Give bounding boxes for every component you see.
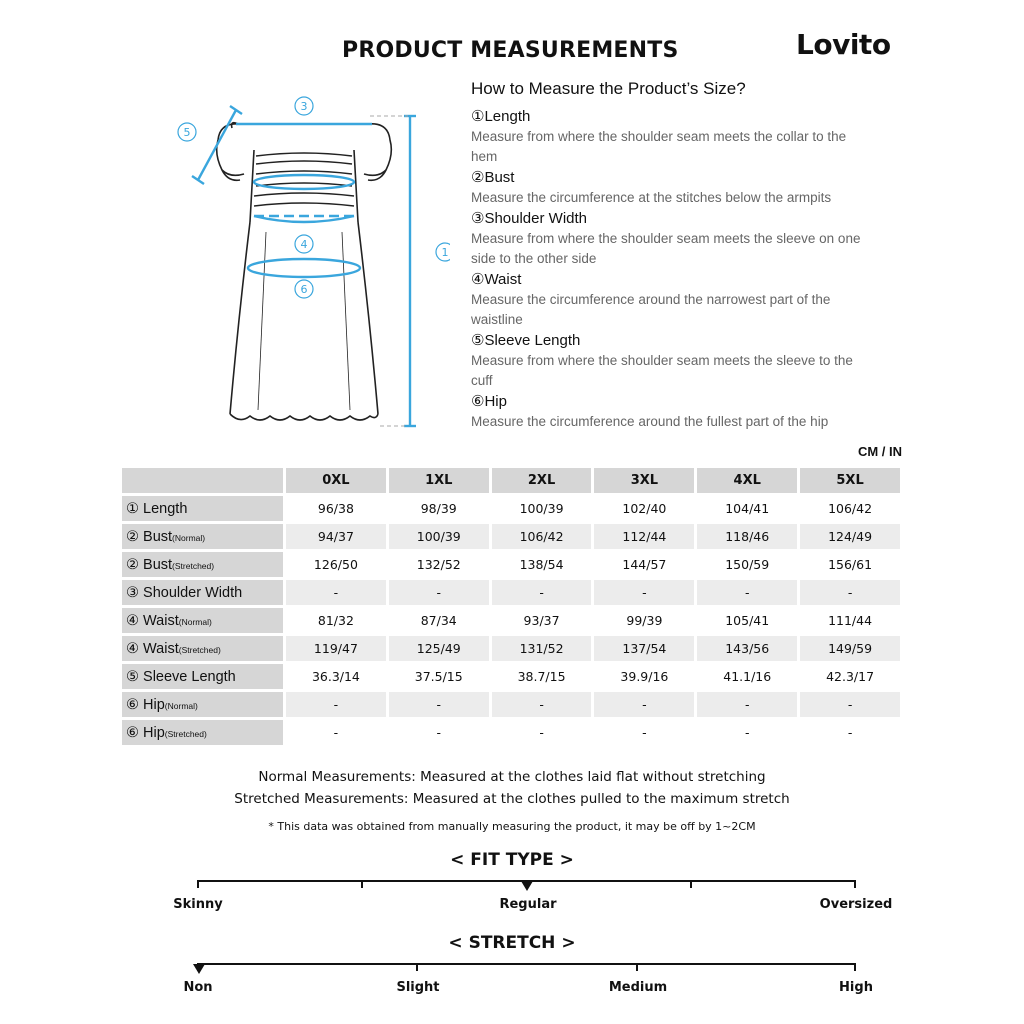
row-label-qualifier: (Stretched) xyxy=(164,728,207,739)
table-cell: 39.9/16 xyxy=(620,669,669,684)
table-cell: - xyxy=(594,692,694,717)
marker-hip: 6 xyxy=(300,283,308,296)
fit-tick xyxy=(854,880,856,888)
fit-tick xyxy=(690,880,692,888)
table-cell: 149/59 xyxy=(800,636,900,661)
table-row xyxy=(122,524,900,549)
size-header: 2XL xyxy=(492,468,592,493)
table-cell: 94/37 xyxy=(286,524,386,549)
measurement-notes xyxy=(0,766,1024,810)
table-row xyxy=(122,608,900,633)
guide-item-waist xyxy=(471,270,871,330)
row-label xyxy=(122,580,283,605)
fit-type-pointer-icon xyxy=(521,881,533,891)
measure-guides xyxy=(192,106,416,426)
table-cell: 126/50 xyxy=(313,557,358,572)
dress-figure xyxy=(170,92,450,432)
guide-item-name: ②Bust xyxy=(471,169,515,186)
guide-item-shoulder-width xyxy=(471,209,871,269)
table-cell: 144/57 xyxy=(622,557,667,572)
table-cell: 119/47 xyxy=(286,636,386,661)
footnote: * This data was obtained from manually measuring the product, it may be off by 1~2CM xyxy=(268,820,756,833)
size-header-row xyxy=(122,468,900,493)
size-header: 5XL xyxy=(800,468,900,493)
table-cell: 156/61 xyxy=(828,557,873,572)
table-cell: 99/39 xyxy=(626,613,663,628)
table-cell: 125/49 xyxy=(389,636,489,661)
table-row xyxy=(122,692,900,717)
table-cell: - xyxy=(539,725,544,740)
marker-waist: 4 xyxy=(300,238,308,251)
table-cell: 137/54 xyxy=(594,636,694,661)
marker-sleeve-length: 5 xyxy=(183,126,191,139)
guide-item-desc: Measure the circumference at the stitches below the armpits xyxy=(471,190,832,205)
size-header: 0XL xyxy=(286,468,386,493)
table-cell: 143/56 xyxy=(697,636,797,661)
row-label xyxy=(122,636,283,661)
table-cell: 41.1/16 xyxy=(723,669,772,684)
table-cell: 100/39 xyxy=(519,501,564,516)
table-row xyxy=(122,552,900,577)
row-label xyxy=(122,664,283,689)
table-cell: - xyxy=(492,692,592,717)
guide-item-bust xyxy=(471,168,871,208)
row-label-qualifier: (Normal) xyxy=(172,532,206,543)
dress-outline xyxy=(217,123,392,420)
table-cell: - xyxy=(642,725,647,740)
guide-item-hip xyxy=(471,392,871,432)
guide-item-desc: Measure the circumference around the narrowest part of the waistline xyxy=(471,292,831,327)
table-cell: - xyxy=(389,580,489,605)
stretch-title: < STRETCH > xyxy=(448,933,576,953)
table-cell: - xyxy=(333,725,339,740)
table-cell: 96/38 xyxy=(317,501,354,516)
table-cell: - xyxy=(389,692,489,717)
guide-item-desc: Measure the circumference around the fullest part of the hip xyxy=(471,414,829,429)
dress-illustration xyxy=(170,92,450,432)
guide-item-name: ③Shoulder Width xyxy=(471,210,588,227)
table-row xyxy=(122,720,900,745)
row-label xyxy=(122,692,283,717)
table-cell: - xyxy=(492,580,592,605)
guide-list xyxy=(471,107,871,433)
table-cell: 106/42 xyxy=(828,501,873,516)
brand-logo: Lovito xyxy=(796,28,891,61)
table-cell: - xyxy=(847,725,853,740)
row-label xyxy=(122,608,283,633)
table-row xyxy=(122,496,900,521)
stretched-note: Stretched Measurements: Measured at the clothes pulled to the maximum stretch xyxy=(234,791,790,807)
row-label-text: ⑥ Hip xyxy=(126,696,165,713)
table-cell: - xyxy=(286,580,386,605)
row-label xyxy=(122,524,283,549)
table-cell: 93/37 xyxy=(523,613,560,628)
table-cell: - xyxy=(697,580,797,605)
unit-label: CM / IN xyxy=(857,444,902,459)
table-cell: - xyxy=(800,580,900,605)
table-cell: 100/39 xyxy=(389,524,489,549)
guide-item-name: ⑤Sleeve Length xyxy=(471,332,581,349)
table-cell: 132/52 xyxy=(416,557,461,572)
page-title: PRODUCT MEASUREMENTS xyxy=(342,38,679,63)
table-cell: 98/39 xyxy=(420,501,457,516)
stretch-label-medium: Medium xyxy=(608,980,668,995)
row-label-text: ① Length xyxy=(126,500,188,517)
stretch-label-non: Non xyxy=(183,980,213,995)
table-cell: 106/42 xyxy=(492,524,592,549)
guide-item-desc: Measure from where the shoulder seam meets the sleeve on one side to the other side xyxy=(471,231,861,266)
size-header: 3XL xyxy=(594,468,694,493)
stretch-scale xyxy=(198,963,856,965)
size-header: 4XL xyxy=(697,468,797,493)
table-cell: - xyxy=(800,692,900,717)
row-label-text: ② Bust xyxy=(126,528,173,545)
marker-numbers xyxy=(184,100,449,296)
guide-item-name: ④Waist xyxy=(471,271,522,288)
stretch-tick xyxy=(854,963,856,971)
size-table xyxy=(119,465,903,748)
row-label xyxy=(122,552,283,577)
size-header: 1XL xyxy=(389,468,489,493)
header-corner xyxy=(122,468,283,493)
table-cell: 37.5/15 xyxy=(414,669,463,684)
table-cell: - xyxy=(744,725,750,740)
marker-shoulder-width: 3 xyxy=(300,100,308,113)
guide-item-desc: Measure from where the shoulder seam meets the sleeve to the cuff xyxy=(471,353,853,388)
stretch-label-slight: Slight xyxy=(396,980,440,995)
stretch-label-high: High xyxy=(839,980,873,995)
fit-label-skinny: Skinny xyxy=(173,897,223,912)
row-label-text: ⑤ Sleeve Length xyxy=(126,668,236,685)
row-label-text: ④ Waist xyxy=(126,612,179,629)
normal-note: Normal Measurements: Measured at the clothes laid flat without stretching xyxy=(258,769,766,785)
guide-item-sleeve-length xyxy=(471,331,871,391)
table-row xyxy=(122,664,900,689)
table-cell: 36.3/14 xyxy=(311,669,360,684)
table-cell: - xyxy=(594,580,694,605)
table-cell: 105/41 xyxy=(725,613,770,628)
guide-item-name: ⑥Hip xyxy=(471,393,507,410)
row-label-qualifier: (Normal) xyxy=(178,616,212,627)
marker-length: 1 xyxy=(441,246,449,259)
stretch-tick xyxy=(636,963,638,971)
table-cell: 102/40 xyxy=(622,501,667,516)
fit-type-title: < FIT TYPE > xyxy=(450,850,574,870)
table-cell: 138/54 xyxy=(519,557,564,572)
guide-item-desc: Measure from where the shoulder seam meets the collar to the hem xyxy=(471,129,847,164)
row-label xyxy=(122,496,283,521)
table-row xyxy=(122,580,900,605)
guide-item-name: ①Length xyxy=(471,108,531,125)
row-label-text: ② Bust xyxy=(126,556,173,573)
row-label-qualifier: (Stretched) xyxy=(178,644,221,655)
table-cell: 124/49 xyxy=(800,524,900,549)
row-label-text: ③ Shoulder Width xyxy=(126,584,243,601)
table-cell: 42.3/17 xyxy=(826,669,875,684)
stretch-tick xyxy=(416,963,418,971)
table-cell: - xyxy=(697,692,797,717)
fit-label-regular: Regular xyxy=(499,897,557,912)
table-cell: 131/52 xyxy=(492,636,592,661)
guide-heading: How to Measure the Product’s Size? xyxy=(471,79,746,98)
table-cell: 104/41 xyxy=(725,501,770,516)
table-cell: 112/44 xyxy=(594,524,694,549)
guide-item-length xyxy=(471,107,871,167)
table-cell: 81/32 xyxy=(317,613,354,628)
row-label-text: ⑥ Hip xyxy=(126,724,165,741)
table-cell: 87/34 xyxy=(420,613,457,628)
row-label-qualifier: (Normal) xyxy=(164,700,198,711)
row-label-text: ④ Waist xyxy=(126,640,179,657)
table-row xyxy=(122,636,900,661)
table-cell: 38.7/15 xyxy=(517,669,566,684)
fit-label-oversized: Oversized xyxy=(819,897,893,912)
row-label xyxy=(122,720,283,745)
table-cell: 118/46 xyxy=(697,524,797,549)
table-cell: 150/59 xyxy=(725,557,770,572)
table-cell: - xyxy=(436,725,441,740)
row-label-qualifier: (Stretched) xyxy=(172,560,215,571)
table-cell: - xyxy=(286,692,386,717)
fit-tick xyxy=(197,880,199,888)
stretch-pointer-icon xyxy=(193,964,205,974)
fit-tick xyxy=(361,880,363,888)
table-cell: 111/44 xyxy=(828,613,873,628)
